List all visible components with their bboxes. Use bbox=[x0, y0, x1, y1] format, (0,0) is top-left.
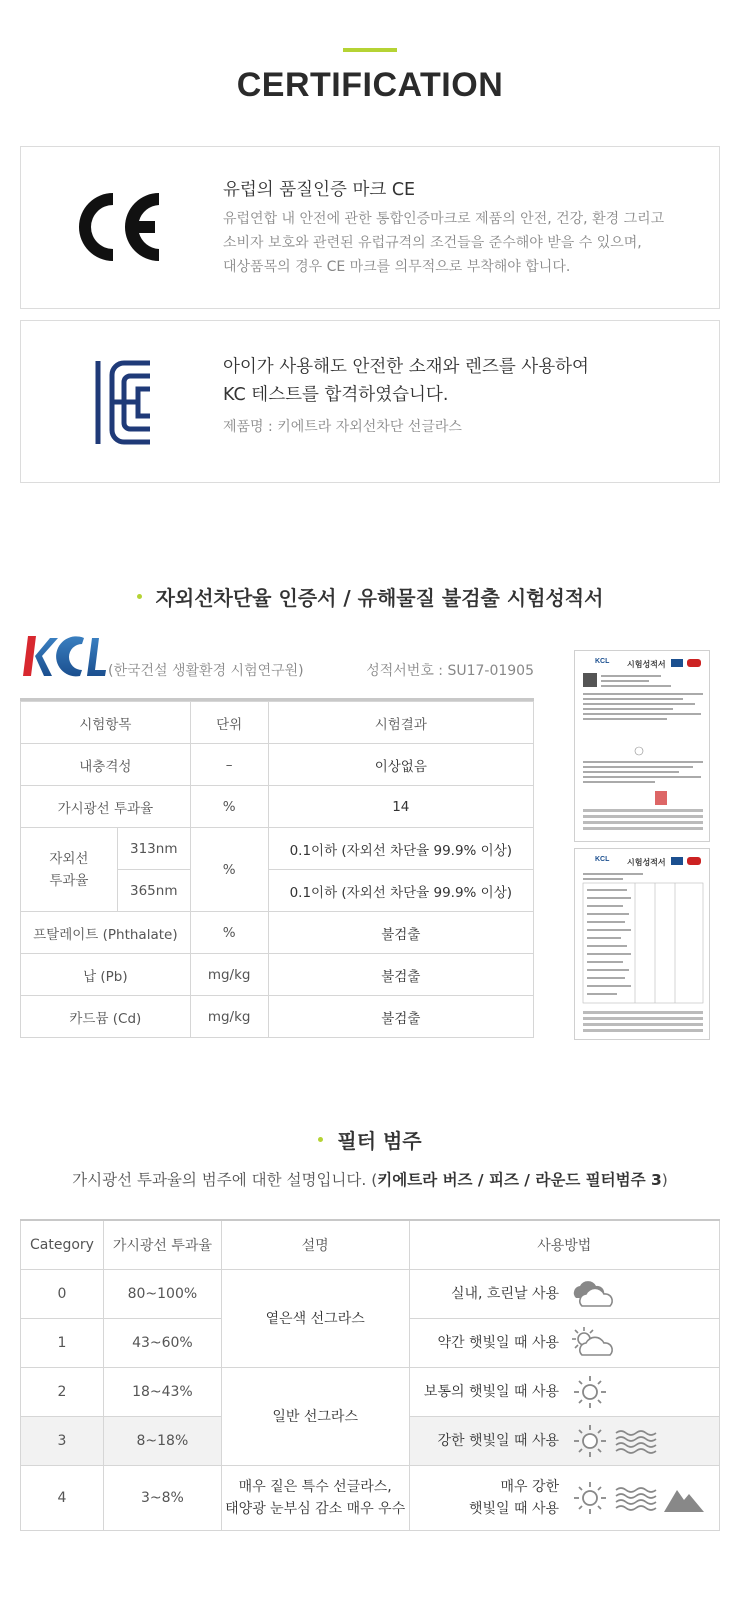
kcl-logo bbox=[20, 634, 106, 682]
cloudy-icon bbox=[568, 1276, 708, 1312]
partly-sunny-icon bbox=[568, 1325, 708, 1361]
filter-section-title: 필터 범주 bbox=[0, 1125, 740, 1154]
table-row: 3 8~18% 강한 햇빛일 때 사용 bbox=[21, 1416, 720, 1465]
accent-bar bbox=[343, 48, 397, 52]
table-header: Category bbox=[21, 1220, 104, 1269]
svg-text:KCL: KCL bbox=[595, 658, 610, 665]
report-doc-title: 시험성적서 bbox=[627, 660, 666, 669]
table-row: 1 43~60% 약간 햇빛일 때 사용 bbox=[21, 1318, 720, 1367]
table-header: 설명 bbox=[221, 1220, 409, 1269]
table-header-row bbox=[21, 702, 534, 744]
filter-subtitle: 가시광선 투과율의 범주에 대한 설명입니다. (키에트라 버즈 / 피즈 / 라운드 필터범주 3) bbox=[72, 1171, 668, 1189]
table-header: 시험항목 bbox=[21, 702, 191, 744]
test-section-title: 자외선차단율 인증서 / 유해물질 불검출 시험성적서 bbox=[0, 582, 740, 611]
sun-glare-icon bbox=[568, 1423, 708, 1459]
ce-heading: 유럽의 품질인증 마크 CE bbox=[223, 180, 416, 200]
table-row: 프탈레이트 (Phthalate) % 불검출 bbox=[21, 912, 534, 954]
table-row: 내충격성 – 이상없음 bbox=[21, 744, 534, 786]
table-header-row bbox=[21, 1220, 720, 1269]
bullet-dot bbox=[318, 1137, 323, 1142]
test-results-table bbox=[20, 701, 534, 1038]
filter-category-table bbox=[20, 1219, 720, 1531]
test-report-page-2 bbox=[574, 848, 710, 1040]
kcl-organization: (한국건설 생활환경 시험연구원) bbox=[108, 663, 304, 679]
bullet-dot bbox=[137, 594, 142, 599]
kc-product-name: 제품명 : 키에트라 자외선차단 선글라스 bbox=[223, 419, 462, 435]
table-row: 자외선 투과율 313nm % 0.1이하 (자외선 차단율 99.9% 이상) bbox=[21, 828, 534, 870]
test-report-page-1 bbox=[574, 650, 710, 842]
kc-certification-card bbox=[20, 320, 720, 483]
table-header: 가시광선 투과율 bbox=[103, 1220, 221, 1269]
table-row: 납 (Pb) mg/kg 불검출 bbox=[21, 954, 534, 996]
table-row: 4 3~8% 매우 짙은 특수 선글라스, 태양광 눈부심 감소 매우 우수 매우 강한 햇빛일 때 사용 bbox=[21, 1465, 720, 1530]
ce-certification-card bbox=[20, 146, 720, 309]
svg-text:KCL: KCL bbox=[595, 856, 610, 863]
ce-description: 유럽연합 내 안전에 관한 통합인증마크로 제품의 안전, 건강, 환경 그리고 소비자 보호와 관련된 유럽규격의 조건들을 준수해야 받을 수 있으며, 대상품목의 경우 CE 마크를 의무적으로 부착해야 합니다. bbox=[223, 211, 665, 275]
sun-glare-mountain-icon bbox=[568, 1480, 708, 1516]
table-row: 가시광선 투과율 % 14 bbox=[21, 786, 534, 828]
sun-icon bbox=[568, 1374, 708, 1410]
table-header: 시험결과 bbox=[268, 702, 533, 744]
table-header: 사용방법 bbox=[409, 1220, 719, 1269]
table-row: 카드뮴 (Cd) mg/kg 불검출 bbox=[21, 996, 534, 1038]
kc-mark-icon bbox=[94, 359, 152, 446]
report-doc-title: 시험성적서 bbox=[627, 858, 666, 867]
kc-heading: 아이가 사용해도 안전한 소재와 렌즈를 사용하여 KC 테스트를 합격하였습니다. bbox=[223, 357, 589, 405]
report-number: 성적서번호 : SU17-01905 bbox=[366, 663, 534, 679]
table-row: 365nm 0.1이하 (자외선 차단율 99.9% 이상) bbox=[21, 870, 534, 912]
ce-mark-icon bbox=[73, 187, 161, 267]
table-row: 0 80~100% 옅은색 선그라스 실내, 흐린날 사용 bbox=[21, 1269, 720, 1318]
table-row: 2 18~43% 일반 선그라스 보통의 햇빛일 때 사용 bbox=[21, 1367, 720, 1416]
page-title: CERTIFICATION bbox=[236, 66, 504, 104]
table-header: 단위 bbox=[190, 702, 268, 744]
